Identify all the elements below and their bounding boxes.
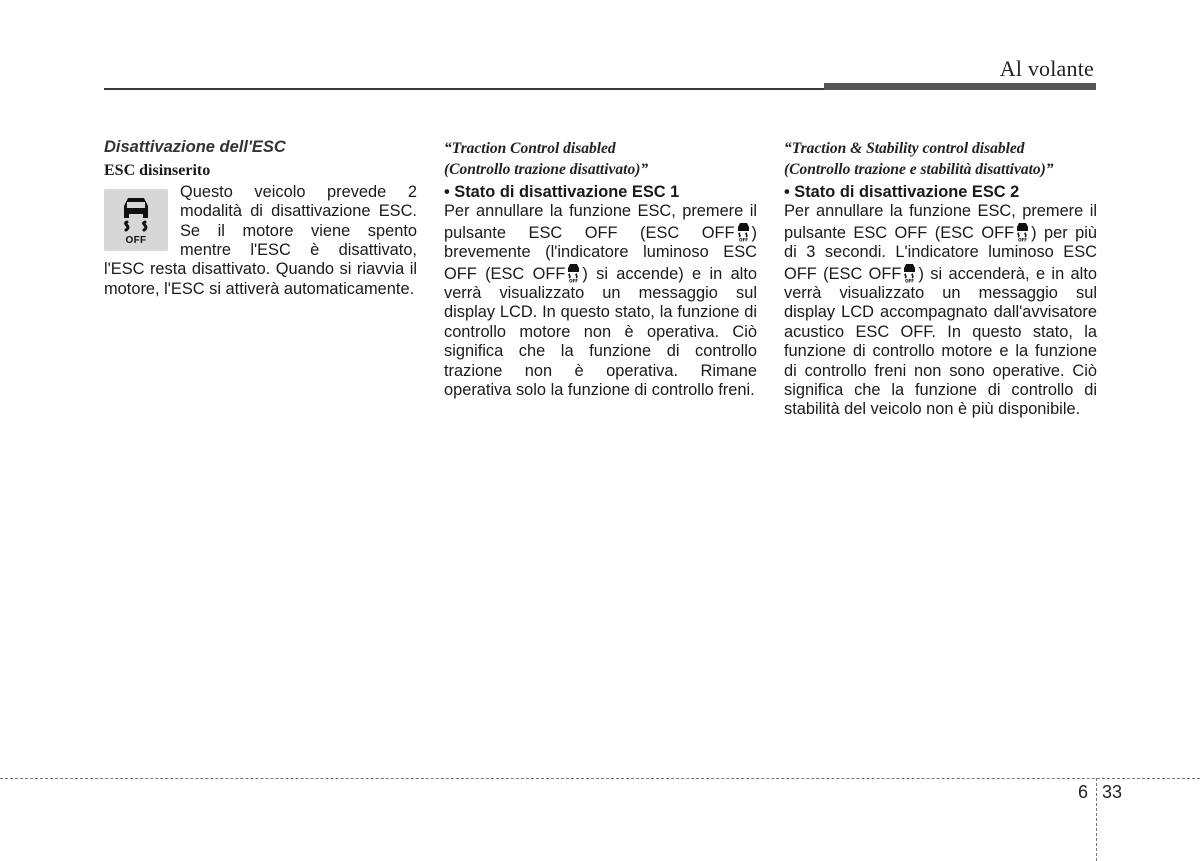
esc-off-icon	[566, 263, 581, 283]
bullet-heading: • Stato di disattivazione ESC 1	[444, 183, 680, 201]
column-esc-disabled	[104, 138, 417, 299]
body-text-part-c: ) si accenderà, e in alto verrà visualizzato un messaggio sul display LCD accompagnato dall'avvisatore acustico ESC OFF. In questo stato, la funzione di controllo motore e la funzione di controllo freni non sono operative. Ciò significa che la funzione di controllo di stabilità del veicolo non è più disponibile.	[784, 264, 1097, 419]
header-rule	[104, 88, 824, 90]
svg-text:OFF: OFF	[1018, 237, 1028, 242]
header-rule-accent	[824, 83, 1096, 90]
footer-divider	[0, 778, 1200, 779]
quote-line-2: (Controllo trazione disattivato)”	[444, 161, 649, 178]
body-text-part-c: ) si accende) e in alto verrà visualizzato un messaggio sul display LCD. In questo stato, la funzione di controllo motore non è operativa. Ciò significa che la funzione di controllo trazione non è operativa. Rimane operativa solo la funzione di controllo freni.	[444, 264, 757, 400]
svg-text:OFF: OFF	[738, 237, 748, 242]
esc-off-icon	[1015, 222, 1030, 242]
esc-off-icon	[736, 222, 751, 242]
esc-off-icon	[902, 263, 917, 283]
quote-title	[444, 138, 757, 180]
body-text	[784, 202, 1097, 419]
page-number: 33	[1102, 782, 1123, 802]
column-esc-off-2	[784, 138, 1097, 420]
body-text: Questo veicolo prevede 2 modalità di disattivazione ESC. Se il motore viene spento mentre l'ESC è disattivato, l'ESC resta disattivato. Quando si riavvia il motore, l'ESC si attiverà automaticamente.	[104, 182, 417, 298]
quote-line-1: “Traction & Stability control disabled	[784, 140, 1025, 157]
bullet-heading: • Stato di disattivazione ESC 2	[784, 183, 1020, 201]
section-title: Disattivazione dell'ESC	[104, 138, 286, 156]
esc-off-icon-label: OFF	[125, 234, 147, 246]
footer-page-divider	[1096, 778, 1097, 861]
column-esc-off-1	[444, 138, 757, 400]
svg-text:OFF: OFF	[905, 278, 915, 283]
body-text-part-b: ) brevemente (l'indicatore luminoso ESC OFF (ESC OFF	[444, 223, 757, 283]
subsection-title: ESC disinserito	[104, 162, 211, 180]
quote-title	[784, 138, 1097, 180]
page-section-number: 6	[1078, 782, 1089, 802]
quote-line-1: “Traction Control disabled	[444, 140, 616, 157]
svg-text:OFF: OFF	[569, 278, 579, 283]
body-text-part-a: Per annullare la funzione ESC, premere il pulsante ESC OFF (ESC OFF	[784, 202, 1097, 242]
body-text	[444, 202, 757, 400]
body-text-part-b: ) per più di 3 secondi. L'indicatore luminoso ESC OFF (ESC OFF	[784, 223, 1097, 283]
esc-off-icon	[104, 189, 168, 251]
quote-line-2: (Controllo trazione e stabilità disattivato)”	[784, 161, 1054, 178]
body-text-part-a: Per annullare la funzione ESC, premere il pulsante ESC OFF (ESC OFF	[444, 202, 757, 242]
page-header-title: Al volante	[999, 56, 1094, 81]
